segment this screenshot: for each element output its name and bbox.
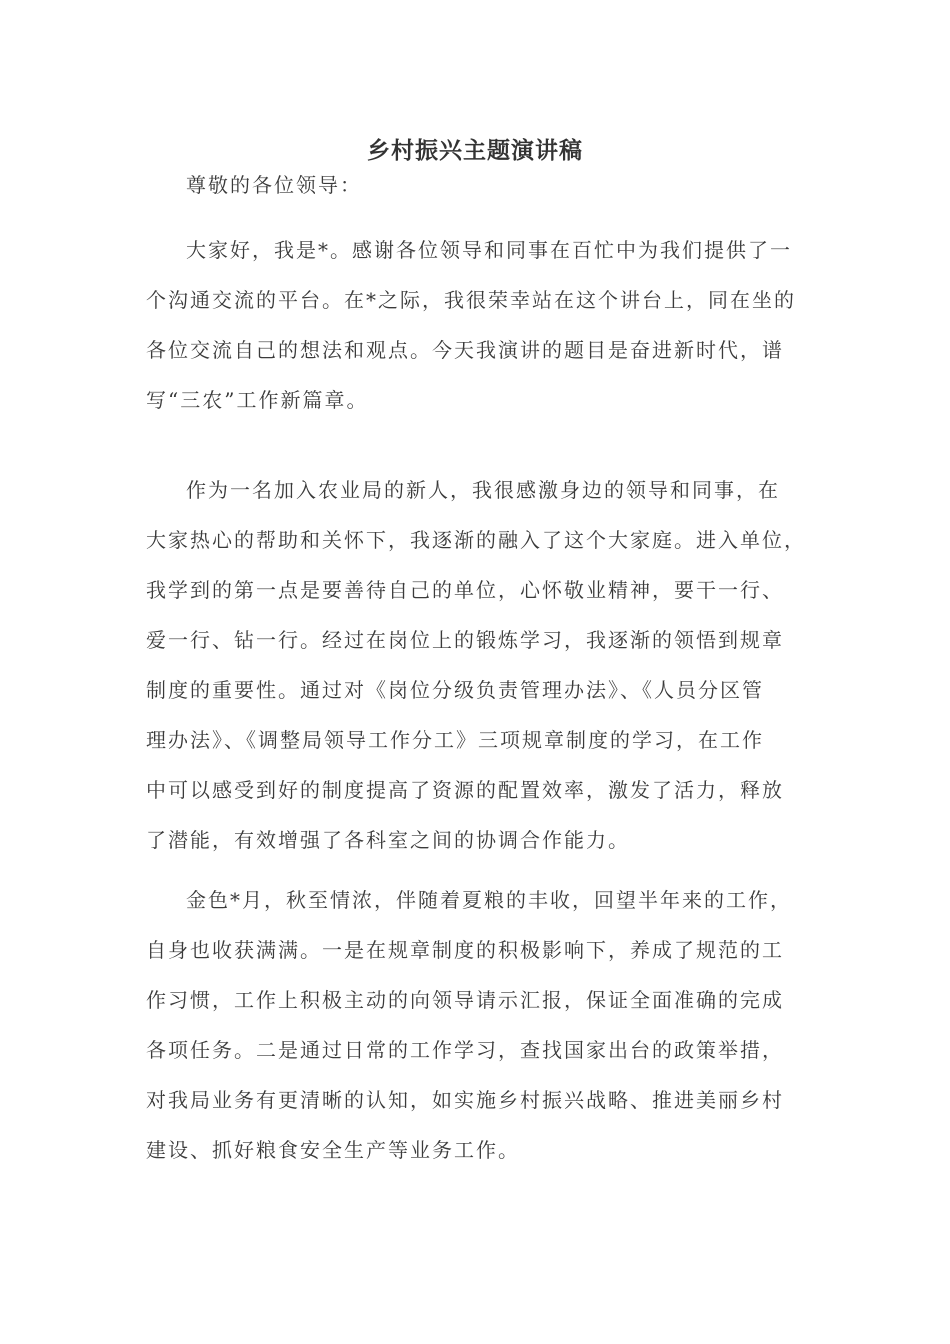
paragraph-line: 了潜能，有效增强了各科室之间的协调合作能力。 [146,828,630,852]
paragraph-line: 作为一名加入农业局的新人，我很感激身边的领导和同事，在 [186,478,780,502]
paragraph-line: 各位交流自己的想法和观点。今天我演讲的题目是奋进新时代，谱 [146,338,784,362]
paragraph-line: 个沟通交流的平台。在*之际，我很荣幸站在这个讲台上，同在坐的 [146,288,796,312]
paragraph-line: 作习惯，工作上积极主动的向领导请示汇报，保证全面准确的完成 [146,988,784,1012]
paragraph-2 [146,465,814,865]
paragraph-line: 对我局业务有更清晰的认知，如实施乡村振兴战略、推进美丽乡村 [146,1088,784,1112]
paragraph-line: 金色*月，秋至情浓，伴随着夏粮的丰收，回望半年来的工作， [186,888,792,912]
paragraph-line: 我学到的第一点是要善待自己的单位，心怀敬业精神，要干一行、 [146,578,784,602]
paragraph-line: 建设、抓好粮食安全生产等业务工作。 [146,1138,520,1162]
paragraph-line: 大家热心的帮助和关怀下，我逐渐的融入了这个大家庭。进入单位， [146,528,806,552]
document-title: 乡村振兴主题演讲稿 [367,137,583,164]
paragraph-line: 理办法》、《调整局领导工作分工》三项规章制度的学习，在工作 [146,728,764,752]
paragraph-line: 各项任务。二是通过日常的工作学习，查找国家出台的政策举措， [146,1038,784,1062]
paragraph-line: 自身也收获满满。一是在规章制度的积极影响下，养成了规范的工 [146,938,784,962]
salutation-line: 尊敬的各位领导： [186,173,362,197]
salutation [146,160,814,210]
salutation-block [146,160,814,210]
paragraph-line: 制度的重要性。通过对《岗位分级负责管理办法》、《人员分区管 [146,678,764,702]
paragraph-line: 写“三农”工作新篇章。 [146,388,369,412]
paragraph-line: 爱一行、钻一行。经过在岗位上的锻炼学习，我逐渐的领悟到规章 [146,628,784,652]
paragraph-3 [146,875,814,1175]
paragraph-line: 中可以感受到好的制度提高了资源的配置效率，激发了活力，释放 [146,778,784,802]
paragraph-1 [146,225,814,425]
paragraph-line: 大家好，我是*。感谢各位领导和同事在百忙中为我们提供了一 [186,238,792,262]
